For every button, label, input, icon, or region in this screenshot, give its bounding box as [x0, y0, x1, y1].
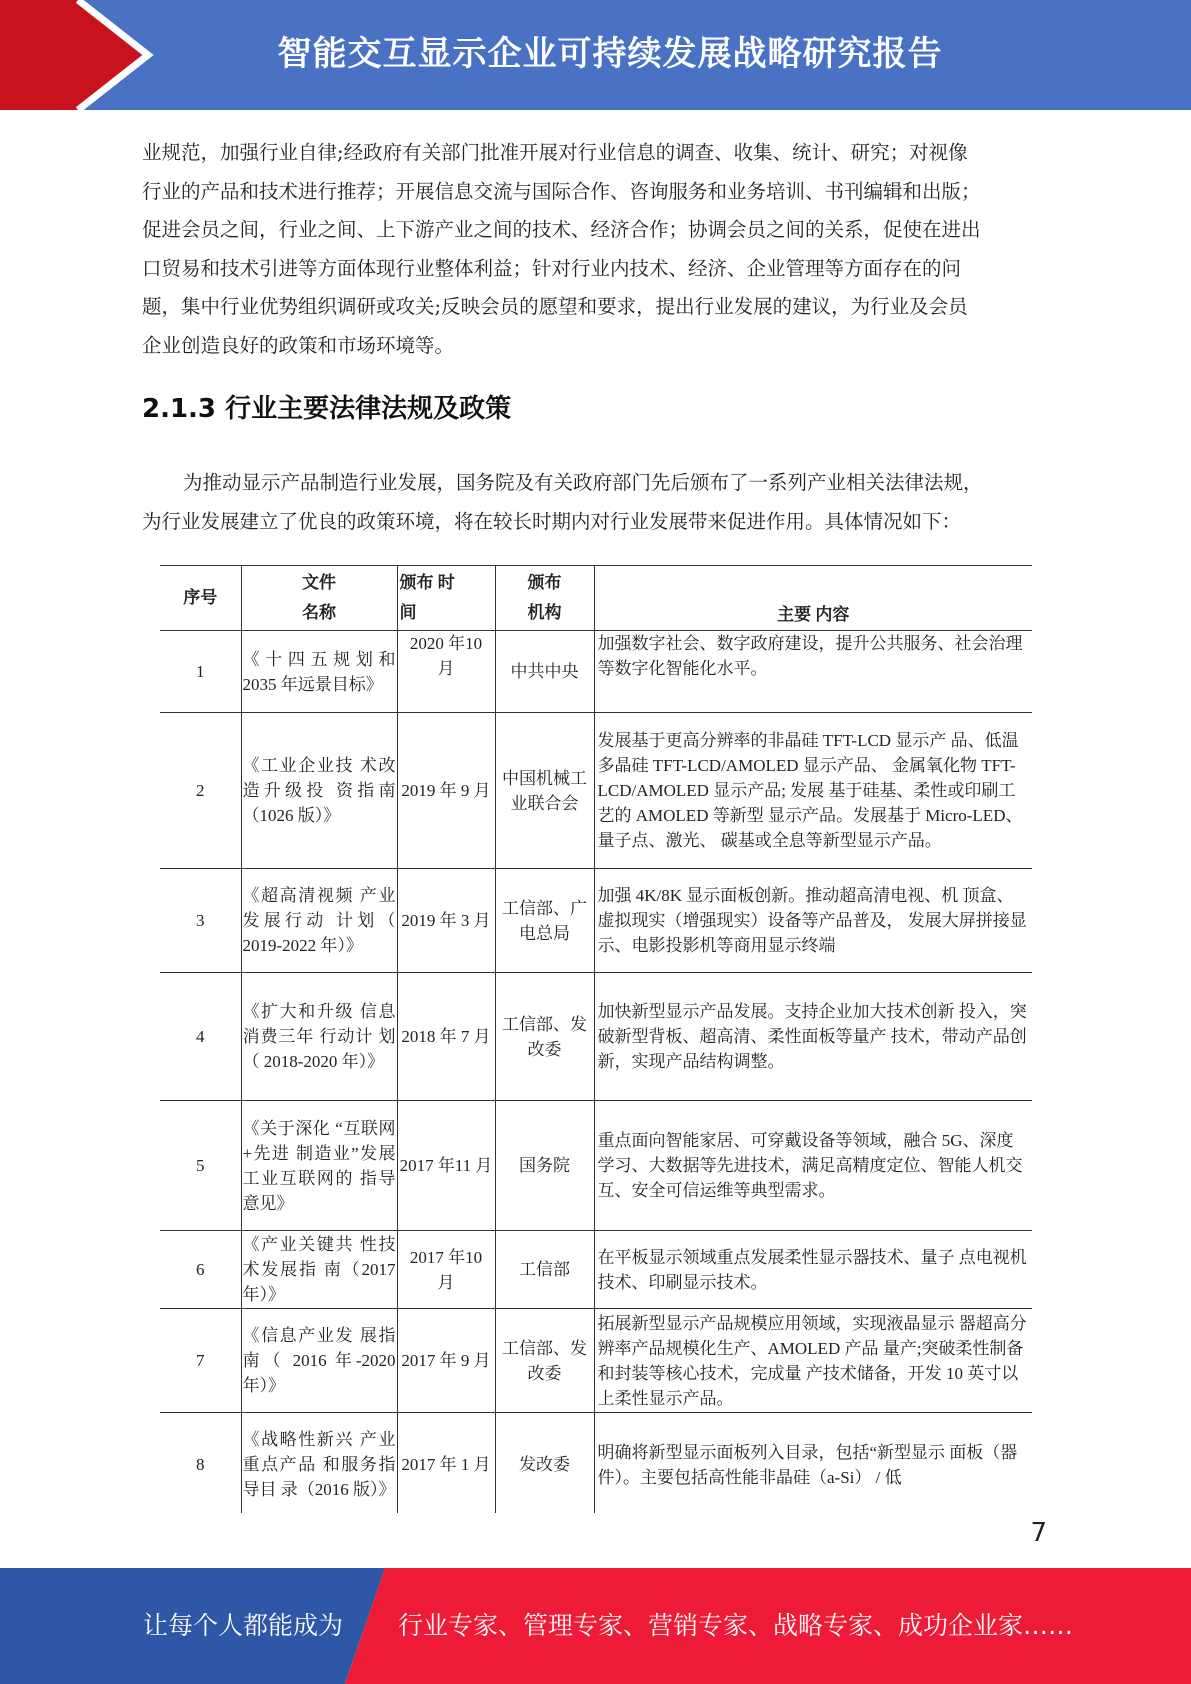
header-publish-time — [397, 566, 495, 631]
policy-table — [160, 565, 1032, 1513]
header-publish-time-line2: 间 — [399, 603, 417, 622]
paragraph-line: 企业创造良好的政策和市场环境等。 — [142, 333, 455, 357]
row-publish-org: 工信部、发改委 — [495, 1309, 594, 1413]
row-seq: 5 — [160, 1101, 241, 1231]
header-publish-org — [495, 566, 594, 631]
table-row — [160, 631, 1032, 713]
row-main-content: 加快新型显示产品发展。支持企业加大技术创新 投入，突破新型背板、超高清、柔性面板等量产 技术，带动产品创新，实现产品结构调整。 — [594, 973, 1032, 1101]
row-seq: 3 — [160, 869, 241, 973]
policy-intro-paragraph — [142, 464, 1047, 541]
policy-table-container — [160, 565, 1032, 1513]
footer-slogan-left: 让每个人都能成为 — [143, 1611, 344, 1640]
paragraph-line: 业规范，加强行业自律;经政府有关部门批准开展对行业信息的调查、收集、统计、研究；对视像 — [142, 141, 968, 164]
row-publish-time: 2017 年10 月 — [397, 1231, 495, 1309]
header-publish-org-line1: 颁布 — [527, 573, 562, 592]
row-publish-time: 2019 年 3 月 — [397, 869, 495, 973]
report-title: 智能交互显示企业可持续发展战略研究报告 — [277, 34, 943, 74]
row-main-content: 加强 4K/8K 显示面板创新。推动超高清电视、机 顶盒、虚拟现实（增强现实）设备等产品普及， 发展大屏拼接显示、电影投影机等商用显示终端 — [594, 869, 1032, 973]
row-seq: 7 — [160, 1309, 241, 1413]
table-row — [160, 869, 1032, 973]
row-main-content: 发展基于更高分辨率的非晶硅 TFT-LCD 显示产 品、低温多晶硅 TFT-LCD/AMOLED 显示产品、 金属氧化物 TFT-LCD/AMOLED 显示产品; 发展 基于硅基、柔性或印刷工艺的 AMOLED 等新型 显示产品。发展基于 Micro-LED、量子点、激光、 碳基或全息等新型显示产品。 — [594, 713, 1032, 869]
row-publish-org: 国务院 — [495, 1101, 594, 1231]
footer-slogan-right: 行业专家、管理专家、营销专家、战略专家、成功企业家…… — [398, 1611, 1074, 1640]
row-main-content: 加强数字社会、数字政府建设，提升公共服务、社会治理等数字化智能化水平。 — [594, 631, 1032, 713]
row-publish-time: 2018 年 7 月 — [397, 973, 495, 1101]
row-file-name: 《战略性新兴 产业重点产品 和服务指导目 录（2016 版）》 — [241, 1413, 397, 1514]
row-file-name: 《十四五规划和 2035 年远景目标》 — [241, 631, 397, 713]
section-heading: 2.1.3 行业主要法律法规及政策 — [142, 394, 512, 424]
paragraph-line: 为推动显示产品制造行业发展，国务院及有关政府部门先后颁布了一系列产业相关法律法规， — [183, 471, 983, 494]
header-file-name-line2: 名称 — [302, 603, 336, 622]
row-main-content: 明确将新型显示面板列入目录，包括“新型显示 面板（器件）。主要包括高性能非晶硅（a-Si） / 低 — [594, 1413, 1032, 1514]
row-file-name: 《关于深化 “互联网+先进 制造业”发展 工业互联网的 指导意见》 — [241, 1101, 397, 1231]
header-main-content: 主要 内容 — [594, 566, 1032, 631]
row-file-name: 《扩大和升级 信息消费三年 行动计 划（ 2018-2020 年）》 — [241, 973, 397, 1101]
table-row — [160, 1231, 1032, 1309]
row-publish-time: 2020 年10 月 — [397, 631, 495, 713]
row-file-name: 《信息产业发 展指南（ 2016 年-2020 年）》 — [241, 1309, 397, 1413]
row-main-content: 重点面向智能家居、可穿戴设备等领域，融合 5G、深度学习、大数据等先进技术，满足高精度定位、智能人机交互、安全可信运维等典型需求。 — [594, 1101, 1032, 1231]
row-seq: 8 — [160, 1413, 241, 1514]
paragraph-line: 题，集中行业优势组织调研或攻关;反映会员的愿望和要求，提出行业发展的建议，为行业及会员 — [142, 295, 968, 318]
header-banner — [0, 0, 1191, 110]
table-row — [160, 1413, 1032, 1514]
row-seq: 2 — [160, 713, 241, 869]
row-publish-org: 工信部 — [495, 1231, 594, 1309]
page-number: 7 — [1030, 1518, 1047, 1548]
row-publish-org: 工信部、发改委 — [495, 973, 594, 1101]
row-publish-time: 2017 年 1 月 — [397, 1413, 495, 1514]
table-row — [160, 1101, 1032, 1231]
row-seq: 6 — [160, 1231, 241, 1309]
paragraph-line: 促进会员之间，行业之间、上下游产业之间的技术、经济合作；协调会员之间的关系，促使在进出 — [142, 218, 981, 241]
table-header-row — [160, 566, 1032, 631]
paragraph-line: 口贸易和技术引进等方面体现行业整体利益；针对行业内技术、经济、企业管理等方面存在的问 — [142, 256, 962, 280]
row-seq: 1 — [160, 631, 241, 713]
row-file-name: 《超高清视频 产业发展行动 计划（ 2019-2022 年）》 — [241, 869, 397, 973]
intro-paragraph — [142, 134, 1047, 365]
header-publish-time-line1: 颁布 时 — [399, 573, 455, 592]
header-seq: 序号 — [160, 566, 241, 631]
row-main-content: 拓展新型显示产品规模应用领域，实现液晶显示 器超高分辨率产品规模化生产、AMOLED 产品 量产;突破柔性制备和封装等核心技术，完成量 产技术储备，开发 10 英寸以上柔性显示产品。 — [594, 1309, 1032, 1413]
row-file-name: 《产业关键共 性技术发展指 南（2017 年）》 — [241, 1231, 397, 1309]
row-main-content: 在平板显示领域重点发展柔性显示器技术、量子 点电视机技术、印刷显示技术。 — [594, 1231, 1032, 1309]
table-row — [160, 973, 1032, 1101]
row-publish-org: 中共中央 — [495, 631, 594, 713]
row-publish-time: 2017 年11 月 — [397, 1101, 495, 1231]
table-row — [160, 713, 1032, 869]
footer-banner — [0, 1568, 1191, 1684]
header-file-name — [241, 566, 397, 631]
row-file-name: 《工业企业技 术改造升级投 资指南（1026 版）》 — [241, 713, 397, 869]
row-seq: 4 — [160, 973, 241, 1101]
header-file-name-line1: 文件 — [302, 573, 336, 592]
row-publish-org: 工信部、广电总局 — [495, 869, 594, 973]
row-publish-org: 中国机械工业联合会 — [495, 713, 594, 869]
red-chevron-decoration — [0, 0, 160, 110]
row-publish-org: 发改委 — [495, 1413, 594, 1514]
row-publish-time: 2019 年 9 月 — [397, 713, 495, 869]
row-publish-time: 2017 年 9 月 — [397, 1309, 495, 1413]
paragraph-line: 行业的产品和技术进行推荐；开展信息交流与国际合作、咨询服务和业务培训、书刊编辑和出版； — [142, 179, 981, 203]
paragraph-line: 为行业发展建立了优良的政策环境，将在较长时期内对行业发展带来促进作用。具体情况如下： — [142, 509, 962, 533]
header-publish-org-line2: 机构 — [527, 603, 562, 622]
table-row — [160, 1309, 1032, 1413]
